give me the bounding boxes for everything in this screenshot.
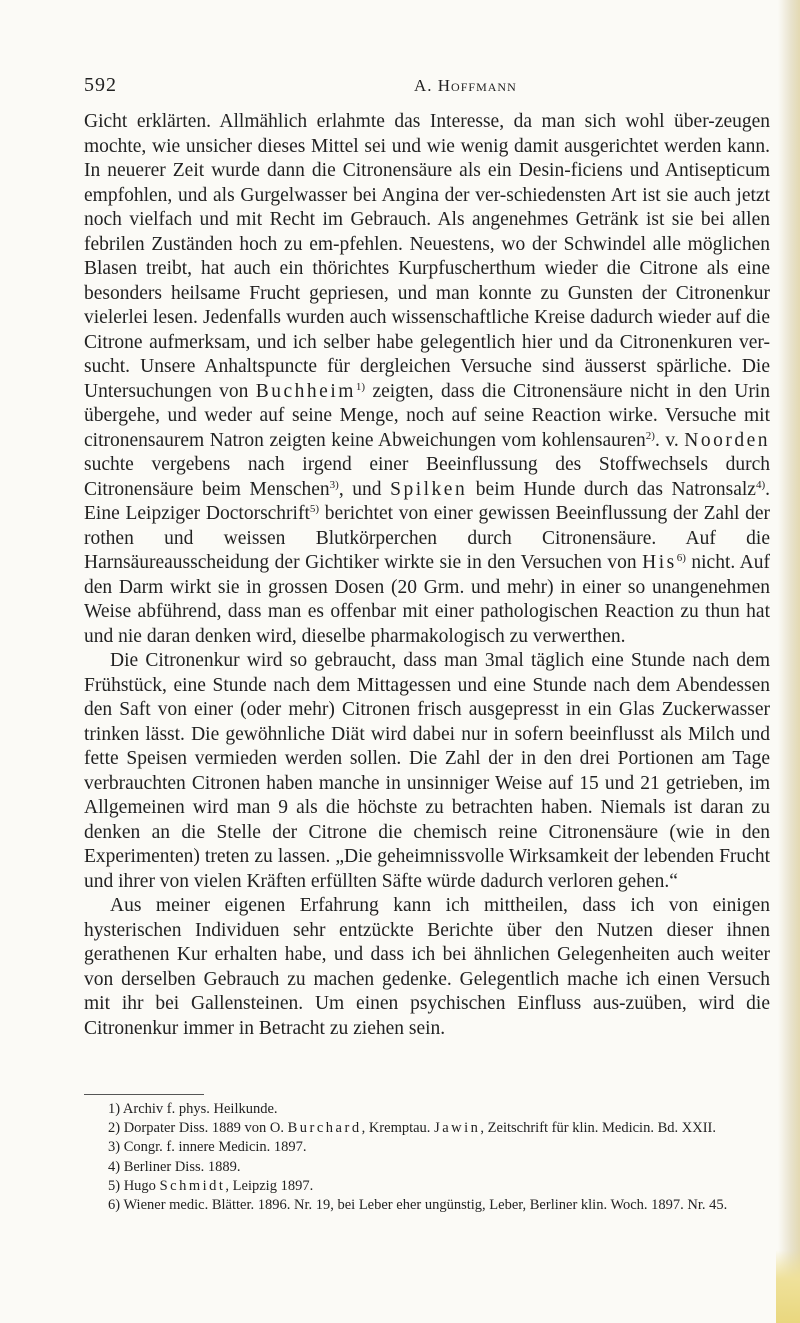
text-run: , Leipzig 1897. (225, 1177, 314, 1194)
author-name: Schmidt (159, 1177, 226, 1194)
author-name: His (642, 552, 677, 573)
footnote-6: 6) Wiener medic. Blätter. 1896. Nr. 19, bei Leber eher ungünstig, Leber, Berliner klin. Woch. 1897. Nr. 45. (108, 1197, 728, 1214)
footnote-ref: 3) (329, 478, 339, 491)
author-name: Noorden (684, 429, 770, 451)
text-run: , Zeitschrift für klin. Medicin. Bd. XXII. (480, 1120, 716, 1137)
footnote-3: 3) Congr. f. innere Medicin. 1897. (108, 1139, 307, 1156)
text-run: suchte vergebens nach irgend einer Beeinflussung des Stoffwechsels durch Citronensäure beim Menschen (84, 454, 770, 500)
text-run: nicht. Auf den Darm wirkt sie in grossen Dosen (20 Grm. und mehr) in einer so unangenehmen Weise abführend, dass man es offenbar mit einer pathologischen Reaction zu thun hat und nie daran denken wird, dieselbe pharmakologisch zu verwerthen. (84, 552, 771, 647)
text-run: , und (338, 478, 382, 500)
main-text (84, 110, 770, 1041)
author-name: Spilken (390, 478, 468, 500)
author-name: Buchheim (255, 380, 356, 402)
page-number: 592 (84, 74, 117, 96)
footnote-divider (84, 1094, 204, 1095)
text-run: zeigten, dass die Citronensäure nicht in den Urin übergehe, und weder auf seine Menge, noch auf seine Reaction wirke. Versuche mit citronensaurem Natron zeigten keine Abweichungen vom kohlensauren (84, 380, 770, 451)
page-edge-shadow (778, 0, 800, 1323)
footnote-4: 4) Berliner Diss. 1889. (108, 1158, 241, 1175)
author-name: Burchard (287, 1120, 362, 1137)
footnote-ref: 6) (676, 552, 686, 564)
text-run: beim Hunde durch das Natronsalz (467, 478, 756, 500)
footnote-2 (84, 1119, 770, 1138)
paragraph-2: Die Citronenkur wird so gebraucht, dass man 3mal täglich eine Stunde nach dem Frühstück, eine Stunde nach dem Mittagessen und eine Stunde nach dem Abendessen den Saft von einer (oder mehr) Citronen frisch ausgepresst in ein Glas Zuckerwasser trinken lässt. Die gewöhnliche Diät wird dabei nur in sofern beeinflusst als Milch und fette Speisen vermieden werden sollen. Die Zahl der in den drei Portionen am Tage verbrauchten Citronen haben manche in unsinniger Weise auf 15 und 21 getrieben, im Allgemeinen wird man 9 als die höchste zu betrachten haben. Niemals ist daran zu denken an die Stelle der Citrone die chemisch reine Citronensäure (wie in den Experimenten) treten zu lassen. „Die geheimnissvolle Wirksamkeit der lebenden Frucht und ihrer von vielen Kräften erfüllten Säfte würde dadurch verloren gehen.“ (84, 650, 770, 892)
text-run: Gicht erklärten. Allmählich erlahmte das Interesse, da man sich wohl über-zeugen mochte, wie unsicher dieses Mittel sei und wie wenig damit ausgerichtet werden kann. In neuerer Zeit wurde dann die Citronensäure als ein Desin-ficiens und Antisepticum empfohlen, und als Gurgelwasser bei Angina der ver-schiedensten Art ist sie auch jetzt noch vielfach und mit Recht im Gebrauch. Als angenehmes Getränk ist sie bei allen febrilen Zuständen hoch zu em-pfehlen. Neuestens, wo der Schwindel alle möglichen Blasen treibt, hat auch ein thörichtes Kurpfuscherthum wieder die Citrone als eine besonders heilsame Frucht gepriesen, und man konnte zu Gunsten der Citronenkur vielerlei lesen. Jedenfalls wurden auch wissenschaftliche Kreise dadurch wieder auf die Citrone aufmerksam, und ich selber habe gelegentlich hier und da Citronenkuren ver-sucht. Unsere Anhaltspuncte für dergleichen Versuche sind äusserst spärliche. Die Untersuchungen von (84, 111, 770, 402)
paragraph-1 (84, 110, 770, 649)
text-run: 5) Hugo (108, 1177, 156, 1194)
footnote-ref: 4) (755, 478, 766, 491)
text-run: . Eine Leipziger Doctorschrift (84, 478, 770, 524)
text-run: . v. (654, 429, 679, 451)
text-run: berichtet von einer gewissen Beeinflussung der Zahl der rothen und weissen Blutkörperchen durch Citronensäure. Auf die Harnsäureausscheidung der Gichtiker wirkte sie in den Versuchen von (84, 503, 770, 573)
footnotes (84, 1100, 770, 1215)
footnote-1: 1) Archiv f. phys. Heilkunde. (108, 1101, 278, 1117)
footnote-5 (84, 1177, 770, 1196)
page-edge-stain (776, 1250, 800, 1323)
text-run: , Kremptau. (361, 1120, 431, 1137)
page-header (84, 74, 770, 98)
text-run: 2) Dorpater Diss. 1889 von O. (108, 1120, 284, 1137)
running-head: A. Hoffmann (414, 76, 517, 95)
footnote-ref: 2) (645, 429, 655, 442)
footnote-ref: 5) (309, 503, 320, 515)
author-name: Jawin (434, 1120, 481, 1137)
footnote-ref: 1) (355, 380, 366, 393)
paragraph-3: Aus meiner eigenen Erfahrung kann ich mittheilen, dass ich von einigen hysterischen Individuen sehr entzückte Berichte über den Nutzen dieser ihnen gerathenen Kur erhalten habe, und dass ich bei ähnlichen Gelegenheiten auch weiter von derselben Gebrauch zu machen gedenke. Gelegentlich mache ich einen Versuch mit ihr bei Gallensteinen. Um einen psychischen Einfluss aus-zuüben, wird die Citronenkur immer in Betracht zu ziehen sein. (84, 895, 770, 1039)
